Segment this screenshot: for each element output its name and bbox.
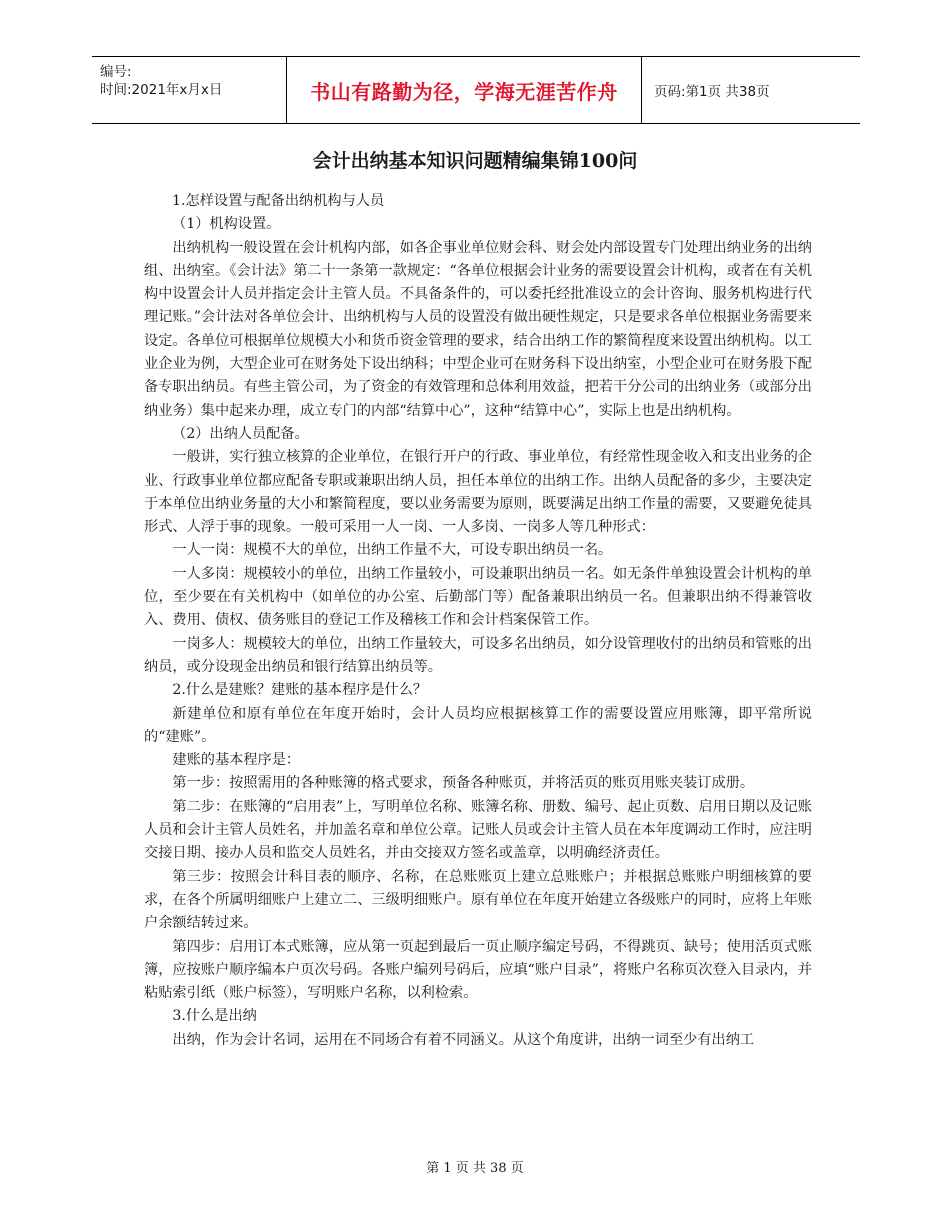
body-paragraph: 一岗多人：规模较大的单位，出纳工作量较大，可设多名出纳员，如分设管理收付的出纳员和管账的出纳员，或分设现金出纳员和银行结算出纳员等。: [144, 635, 812, 675]
document-number-label: 编号:: [100, 64, 132, 80]
header-page-info: 页码:第1页 共38页: [654, 84, 770, 100]
subsection-heading: （1）机构设置。: [172, 216, 281, 233]
body-paragraph: 一人多岗：规模较小的单位，出纳工作量较小，可设兼职出纳员一名。如无条件单独设置会计机构的单位，至少要在有关机构中（如单位的办公室、后勤部门等）配备兼职出纳员一名。但兼职出纳不得兼管收入、费用、债权、债务账目的登记工作及稽核工作和会计档案保管工作。: [144, 565, 812, 629]
header-motto: 书山有路勤为径，学海无涯苦作舟: [310, 79, 618, 104]
body-paragraph: 建账的基本程序是：: [172, 752, 301, 769]
subsection-heading: （2）出纳人员配备。: [172, 425, 309, 442]
body-paragraph: 一般讲，实行独立核算的企业单位，在银行开户的行政、事业单位，有经常性现金收入和支出业务的企业、行政事业单位都应配备专职或兼职出纳人员，担任本单位的出纳工作。出纳人员配备的多少，主要决定于本单位出纳业务量的大小和繁简程度，要以业务需要为原则，既要满足出纳工作量的需要，又要避免徒具形式、人浮于事的现象。一般可采用一人一岗、一人多岗、一岗多人等几种形式：: [144, 449, 812, 536]
body-paragraph: 第一步：按照需用的各种账簿的格式要求，预备各种账页，并将活页的账页用账夹装订成册。: [172, 775, 755, 792]
header-meta: [100, 63, 286, 99]
page-footer: 第 1 页 共 38 页: [426, 1161, 524, 1176]
body-paragraph: 新建单位和原有单位在年度开始时，会计人员均应根据核算工作的需要设置应用账簿，即平常所说的“建账”。: [144, 705, 812, 745]
section-heading: 2.什么是建账？建账的基本程序是什么？: [172, 682, 428, 699]
body-paragraph: 出纳，作为会计名词，运用在不同场合有着不同涵义。从这个角度讲，出纳一词至少有出纳工: [172, 1031, 755, 1048]
header-motto-cell: [286, 57, 642, 123]
document-body: [144, 190, 812, 1052]
section-heading: 3.什么是出纳: [172, 1008, 257, 1025]
body-paragraph: 一人一岗：规模不大的单位，出纳工作量不大，可设专职出纳员一名。: [172, 542, 613, 559]
body-paragraph: 第二步：在账簿的“启用表”上，写明单位名称、账簿名称、册数、编号、起止页数、启用日期以及记账人员和会计主管人员姓名，并加盖名章和单位公章。记账人员或会计主管人员在本年度调动工作时，应注明交接日期、接办人员和监交人员姓名，并由交接双方签名或盖章，以明确经济责任。: [144, 798, 812, 862]
page-header: [92, 56, 860, 124]
body-paragraph: 出纳机构一般设置在会计机构内部，如各企事业单位财会科、财会处内部设置专门处理出纳业务的出纳组、出纳室。《会计法》第二十一条第一款规定：“各单位根据会计业务的需要设置会计机构，或者在有关机构中设置会计人员并指定会计主管人员。不具备条件的，可以委托经批准设立的会计咨询、服务机构进行代理记账。”会计法对各单位会计、出纳机构与人员的设置没有做出硬性规定，只是要求各单位根据业务需要来设定。各单位可根据单位规模大小和货币资金管理的要求，结合出纳工作的繁简程度来设置出纳机构。以工业企业为例，大型企业可在财务处下设出纳科；中型企业可在财务科下设出纳室，小型企业可在财务股下配备专职出纳员。有些主管公司，为了资金的有效管理和总体利用效益，把若干分公司的出纳业务（或部分出纳业务）集中起来办理，成立专门的内部“结算中心”，这种“结算中心”，实际上也是出纳机构。: [144, 239, 812, 419]
document-time-label: 时间:2021年x月x日: [100, 82, 223, 98]
body-paragraph: 第四步：启用订本式账簿，应从第一页起到最后一页止顺序编定号码，不得跳页、缺号；使用活页式账簿，应按账户顺序编本户页次号码。各账户编列号码后，应填“账户目录”，将账户名称页次登入目录内，并粘贴索引纸（账户标签），写明账户名称，以利检索。: [144, 938, 812, 1002]
body-paragraph: 第三步：按照会计科目表的顺序、名称，在总账账页上建立总账账户；并根据总账账户明细核算的要求，在各个所属明细账户上建立二、三级明细账户。原有单位在年度开始建立各级账户的同时，应将上年账户余额结转过来。: [144, 868, 812, 932]
section-heading: 1.怎样设置与配备出纳机构与人员: [172, 193, 385, 209]
document-title: 会计出纳基本知识问题精编集锦100问: [312, 150, 638, 172]
